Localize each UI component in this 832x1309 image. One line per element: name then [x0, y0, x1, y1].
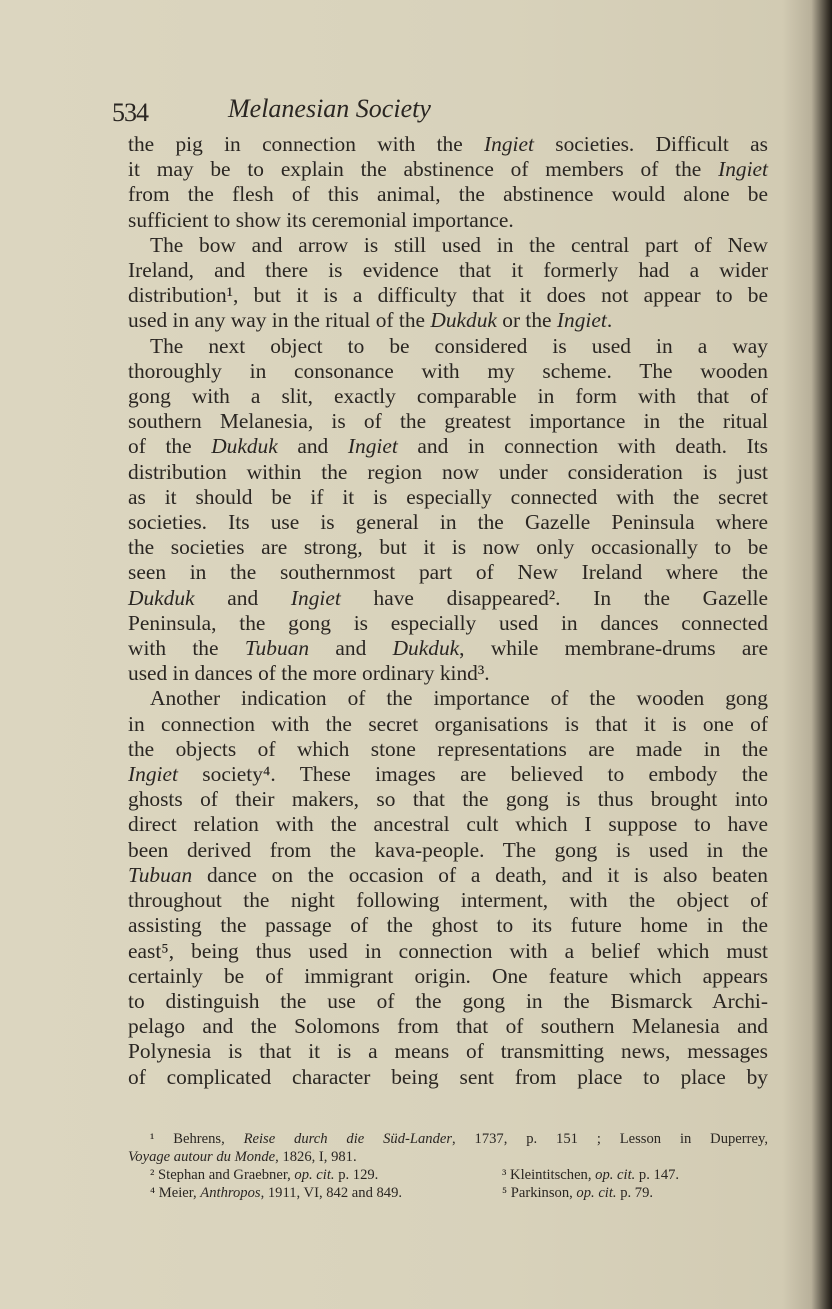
text-line [128, 913, 768, 938]
text-line [128, 510, 768, 535]
page-number: 534 [112, 98, 148, 127]
text-run: the societies are strong, but it is now only occasionally to be [128, 535, 768, 560]
italic-term: Voyage autour du Monde [128, 1149, 276, 1165]
text-run: from the flesh of this animal, the abstinence would alone be [128, 182, 768, 207]
text-run: or the [496, 308, 557, 333]
footnote [128, 1166, 768, 1184]
text-line [128, 308, 768, 333]
text-line [128, 157, 768, 182]
text-run: ² Stephan and Graebner, [150, 1167, 295, 1183]
text-line [128, 1065, 768, 1090]
text-run: The bow and arrow is still used in the central part of New [150, 232, 768, 257]
text-run: direct relation with the ancestral cult which I suppose to have [128, 812, 768, 837]
running-title: Melanesian Society [228, 94, 431, 123]
text-run: to distinguish the use of the gong in the Bismarck Archi- [128, 988, 768, 1013]
text-run: ⁵ Parkinson, [502, 1185, 577, 1201]
text-run: in connection with the secret organisations is that it is one of [128, 711, 768, 736]
text-line [128, 334, 768, 359]
text-run: of the [128, 434, 212, 459]
text-line [128, 132, 768, 157]
text-run: and [309, 636, 393, 661]
text-line [128, 888, 768, 913]
text-line [128, 434, 768, 459]
paragraph [128, 132, 768, 233]
text-line [128, 460, 768, 485]
text-run: p. 79. [616, 1185, 654, 1201]
text-run: dance on the occasion of a death, and it is also beaten [192, 862, 768, 887]
text-run: , 1826, I, 981. [275, 1149, 357, 1165]
text-line [128, 863, 768, 888]
italic-term: Tubuan [244, 636, 310, 661]
text-run: , 1911, VI, 842 and 849. [260, 1185, 403, 1201]
italic-term: op. cit. [294, 1167, 335, 1183]
text-line [128, 258, 768, 283]
text-run: been derived from the kava-people. The gong is used in the [128, 837, 768, 862]
text-run: distribution within the region now under consideration is just [128, 459, 768, 484]
text-line [128, 1014, 768, 1039]
text-line [128, 838, 768, 863]
italic-term: Anthropos [200, 1185, 261, 1201]
text-line [128, 535, 768, 560]
text-line [128, 586, 768, 611]
text-run: distribution¹, but it is a difficulty that it does not appear to be [128, 283, 768, 308]
text-run: society⁴. These images are believed to embody the [177, 762, 768, 787]
text-run: of complicated character being sent from place to place by [128, 1064, 768, 1089]
text-line [128, 208, 768, 233]
text-run: Another indication of the importance of the wooden gong [150, 686, 768, 711]
footnote [502, 1184, 653, 1202]
text-run: seen in the southernmost part of New Ireland where the [128, 560, 768, 585]
italic-term: Ingiet [556, 308, 607, 333]
text-line [128, 560, 768, 585]
italic-term: op. cit. [595, 1167, 636, 1183]
text-run: have disappeared². In the Gazelle [340, 585, 768, 610]
footnotes [128, 1130, 768, 1202]
text-run: thoroughly in consonance with my scheme. The wooden [128, 358, 768, 383]
text-run: throughout the night following interment, with the object of [128, 888, 768, 913]
text-line [128, 686, 768, 711]
text-run: assisting the passage of the ghost to its future home in the [128, 913, 768, 938]
text-run: ghosts of their makers, so that the gong is thus brought into [128, 787, 768, 812]
text-run: Polynesia is that it is a means of transmitting news, messages [128, 1039, 768, 1064]
text-line [128, 283, 768, 308]
text-run: societies. Difficult as [533, 132, 768, 156]
text-run: , while membrane-drums are [459, 636, 768, 661]
text-line [128, 485, 768, 510]
italic-term: op. cit. [576, 1185, 617, 1201]
text-run: and in connection with death. Its [397, 434, 768, 459]
text-line [128, 939, 768, 964]
text-run: gong with a slit, exactly comparable in form with that of [128, 384, 768, 409]
text-run: ⁴ Meier, [150, 1185, 201, 1201]
text-line [128, 636, 768, 661]
text-line [128, 787, 768, 812]
italic-term: Reise durch die Süd-Lander [243, 1131, 453, 1147]
text-line [128, 359, 768, 384]
paragraph [128, 686, 768, 1089]
text-line [128, 1039, 768, 1064]
text-run: and [194, 585, 291, 610]
text-run: with the [128, 636, 245, 661]
text-run: The next object to be considered is used in a way [150, 333, 768, 358]
text-line [128, 409, 768, 434]
text-run: as it should be if it is especially connected with the secret [128, 484, 768, 509]
text-run: p. 129. [334, 1167, 379, 1183]
text-line [128, 233, 768, 258]
italic-term: Ingiet [347, 434, 398, 459]
text-line [128, 712, 768, 737]
text-line [128, 737, 768, 762]
text-run: the objects of which stone representations are made in the [128, 736, 768, 761]
text-run: pelago and the Solomons from that of southern Melanesia and [128, 1014, 768, 1039]
italic-term: Tubuan [128, 862, 193, 887]
text-line [128, 611, 768, 636]
text-run: , 1737, p. 151 ; Lesson in Duperrey, [452, 1131, 768, 1147]
text-run: ³ Kleintitschen, [502, 1167, 596, 1183]
text-run: Ireland, and there is evidence that it formerly had a wider [128, 258, 768, 283]
italic-term: Ingiet [718, 157, 768, 182]
body-text [128, 132, 768, 1090]
italic-term: Ingiet [484, 132, 534, 156]
text-run: sufficient to show its ceremonial importance. [128, 207, 514, 232]
text-run: used in any way in the ritual of the [128, 308, 431, 333]
text-run: Peninsula, the gong is especially used in dances connected [128, 610, 768, 635]
italic-term: Ingiet [128, 762, 178, 787]
text-run: p. 147. [635, 1167, 680, 1183]
text-line [128, 989, 768, 1014]
footnote [502, 1166, 679, 1184]
italic-term: Dukduk [211, 434, 278, 459]
footnote [128, 1184, 768, 1202]
text-line [128, 661, 768, 686]
text-line [128, 182, 768, 207]
italic-term: Dukduk [430, 308, 497, 333]
paragraph [128, 334, 768, 687]
text-run: the pig in connection with the [128, 132, 485, 156]
text-run: ¹ Behrens, [150, 1131, 244, 1147]
paragraph [128, 233, 768, 334]
text-run: . [606, 308, 613, 333]
text-run: used in dances of the more ordinary kind³. [128, 661, 490, 686]
footnote [128, 1130, 768, 1148]
text-line [128, 964, 768, 989]
text-run: southern Melanesia, is of the greatest importance in the ritual [128, 409, 768, 434]
text-run: east⁵, being thus used in connection with a belief which must [128, 938, 768, 963]
footnote [128, 1148, 768, 1166]
text-run: and [277, 434, 348, 459]
italic-term: Ingiet [290, 585, 341, 610]
italic-term: Dukduk [392, 636, 460, 661]
text-run: societies. Its use is general in the Gazelle Peninsula where [128, 510, 768, 535]
text-line [128, 384, 768, 409]
text-run: certainly be of immigrant origin. One feature which appears [128, 963, 768, 988]
text-line [128, 812, 768, 837]
text-line [128, 762, 768, 787]
italic-term: Dukduk [128, 585, 195, 610]
text-run: it may be to explain the abstinence of members of the [128, 157, 719, 182]
